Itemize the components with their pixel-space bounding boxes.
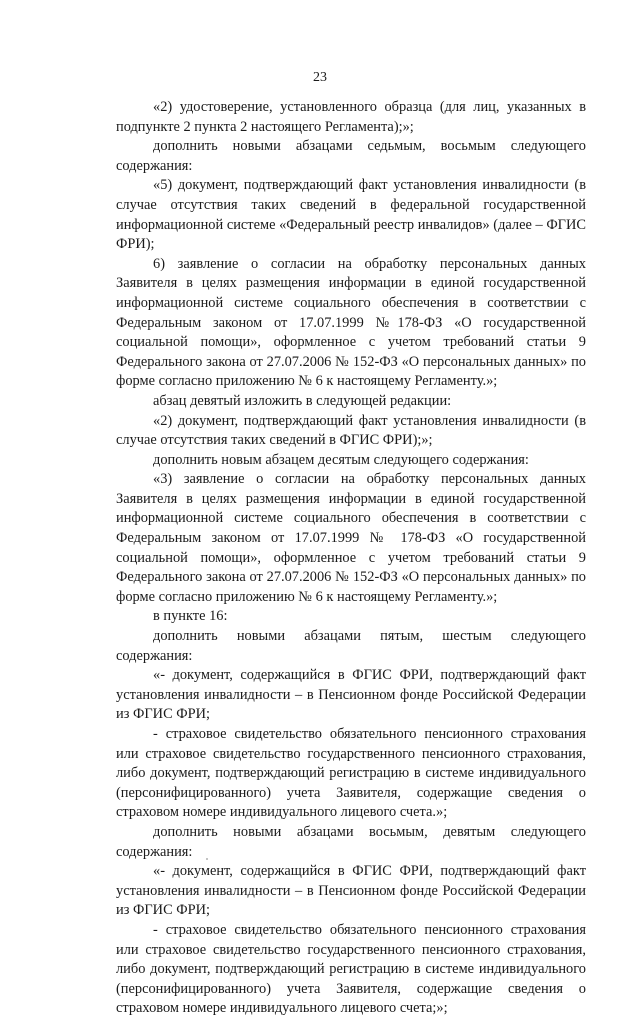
paragraph: дополнить новыми абзацами седьмым, восьмым следующего содержания:: [116, 138, 586, 174]
paragraph: - страховое свидетельство обязательного пенсионного страхования или страховое свидетельство государственного пенсионного страхования, либо документ, подтверждающий регистрацию в системе индивидуального (персонифицированного) учета Заявителя, содержащие сведения о страховом номере индивидуального лицевого счета.»;: [116, 726, 586, 821]
paragraph: «- документ, содержащийся в ФГИС ФРИ, подтверждающий факт установления инвалидности – в Пенсионном фонде Российской Федерации из ФГИС ФРИ;: [116, 863, 586, 919]
paragraph: «2) документ, подтверждающий факт установления инвалидности (в случае отсутствия таких сведений в ФГИС ФРИ);»;: [116, 412, 586, 449]
scan-speck: [206, 858, 208, 860]
paragraph: в пункте 16:: [153, 608, 228, 625]
paragraph: 6) заявление о согласии на обработку персональных данных Заявителя в целях размещения информации в единой государственной информационной системе социального обеспечения в соответствии с Федеральным законом от 17.07.1999 №178-ФЗ «О государственной социальной помощи», оформленное с учетом требований статьи 9 Федерального закона от 27.07.2006 № 152-ФЗ «О персональных данных» по форме согласно приложению № 6 к настоящему Регламенту.»;: [116, 255, 586, 390]
paragraph: дополнить новым абзацем десятым следующего содержания:: [153, 451, 529, 468]
page-number: 23: [313, 70, 327, 85]
paragraph: абзац девятый изложить в следующей редакции:: [153, 392, 452, 409]
document-body: [116, 98, 586, 1019]
paragraph: «3) заявление о согласии на обработку персональных данных Заявителя в целях размещения информации в единой государственной информационной системе социального обеспечения в соответствии с Федеральным законом от 17.07.1999 № 178-ФЗ «О государственной социальной помощи», оформленное с учетом требований статьи 9 Федерального закона от 27.07.2006 № 152-ФЗ «О персональных данных» по форме согласно приложению № 6 к настоящему Регламенту.»;: [116, 471, 586, 605]
paragraph: «- документ, содержащийся в ФГИС ФРИ, подтверждающий факт установления инвалидности – в Пенсионном фонде Российской Федерации из ФГИС ФРИ;: [116, 667, 586, 723]
paragraph: - страховое свидетельство обязательного пенсионного страхования или страховое свидетельство государственного пенсионного страхования, либо документ, подтверждающий регистрацию в системе индивидуального (персонифицированного) учета Заявителя, содержащие сведения о страховом номере индивидуального лицевого счета;»;: [116, 921, 586, 1017]
paragraph: «2) удостоверение, установленного образца (для лиц, указанных в подпункте 2 пункта 2 настоящего Регламента);»;: [116, 99, 586, 135]
paragraph: дополнить новыми абзацами пятым, шестым следующего содержания:: [116, 628, 586, 664]
paragraph: «5) документ, подтверждающий факт установления инвалидности (в случае отсутствия таких сведений в федеральной государственной информационной системе «Федеральный реестр инвалидов» (далее – ФГИС ФРИ);: [116, 177, 586, 253]
paragraph: дополнить новыми абзацами восьмым, девятым следующего содержания:: [116, 823, 586, 860]
